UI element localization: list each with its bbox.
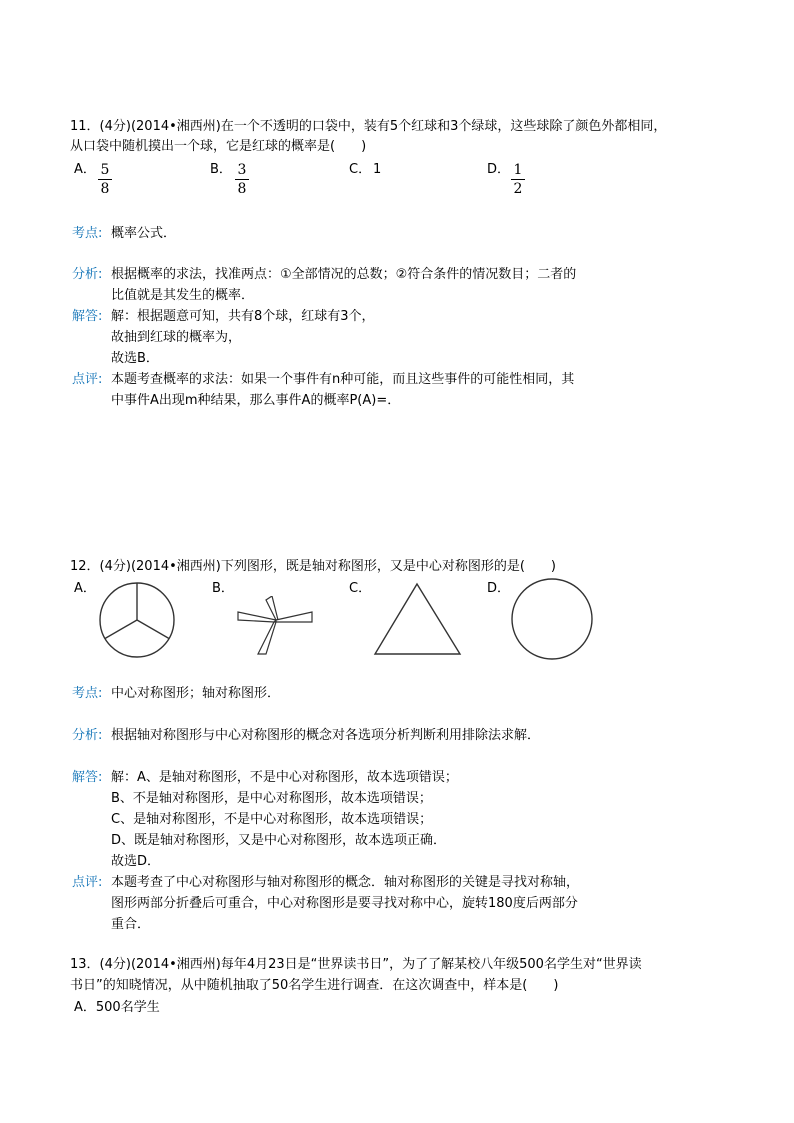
q11-jieda-line2: 故抽到红球的概率为， (111, 330, 242, 345)
q12-option-b-label: B． (212, 581, 234, 596)
q12-figure-a-circle-three-sectors (96, 582, 182, 662)
q11-option-d-numerator: 1 (513, 162, 523, 178)
q11-option-a-label: A． (74, 162, 96, 177)
q11-option-a-denominator: 8 (100, 181, 110, 197)
q12-jieda-line5: 故选D． (111, 854, 161, 869)
q11-option-c-label: C． (349, 162, 372, 177)
q11-fenxi-line2: 比值就是其发生的概率． (111, 288, 255, 303)
q11-stem-line2: 从口袋中随机摸出一个球，它是红球的概率是( ) (70, 139, 367, 154)
q11-option-a-numerator: 5 (100, 162, 110, 178)
q11-option-d-label: D． (487, 162, 511, 177)
q13-stem-line1: 13．(4分)(2014•湘西州)每年4月23日是“世界读书日”，为了了解某校八年级500名学生对“世界读 (70, 957, 642, 972)
q12-option-c-label: C． (349, 581, 372, 596)
q12-kaodian-text: 中心对称图形；轴对称图形． (111, 686, 281, 701)
q11-dianping-line1: 本题考查概率的求法：如果一个事件有n种可能，而且这些事件的可能性相同，其 (111, 372, 575, 387)
q12-option-a-label: A． (74, 581, 96, 596)
q11-option-b-label: B． (210, 162, 232, 177)
q13-stem-line2: 书日”的知晓情况，从中随机抽取了50名学生进行调查．在这次调查中，样本是( ) (70, 978, 559, 993)
q12-jieda-line3: C、是轴对称图形，不是中心对称图形，故本选项错误； (111, 812, 433, 827)
q11-option-d-fraction (511, 162, 525, 197)
q11-stem-line1: 11．(4分)(2014•湘西州)在一个不透明的口袋中，装有5个红球和3个绿球，这些球除了颜色外都相同， (70, 119, 667, 134)
q11-kaodian-text: 概率公式． (111, 226, 177, 241)
q11-option-d-denominator: 2 (513, 181, 523, 197)
q11-kaodian-label: 考点: (72, 226, 103, 241)
q12-jieda-line4: D、既是轴对称图形，又是中心对称图形，故本选项正确． (111, 833, 447, 848)
q12-stem: 12．(4分)(2014•湘西州)下列图形，既是轴对称图形，又是中心对称图形的是( ) (70, 559, 556, 574)
q11-dianping-line2: 中事件A出现m种结果，那么事件A的概率P(A)=． (111, 393, 401, 408)
q11-option-b-numerator: 3 (237, 162, 247, 178)
q12-dianping-line1: 本题考查了中心对称图形与轴对称图形的概念．轴对称图形的关键是寻找对称轴， (111, 875, 580, 890)
q11-jieda-label: 解答: (72, 309, 103, 324)
q11-dianping-label: 点评: (72, 372, 103, 387)
q12-jieda-line1: 解：A、是轴对称图形，不是中心对称图形，故本选项错误； (111, 770, 458, 785)
q12-jieda-line2: B、不是轴对称图形，是中心对称图形，故本选项错误； (111, 791, 432, 806)
q12-jieda-label: 解答: (72, 770, 103, 785)
q13-option-a: A．500名学生 (74, 1000, 160, 1015)
q12-fenxi-text: 根据轴对称图形与中心对称图形的概念对各选项分析判断利用排除法求解． (111, 728, 541, 743)
q12-figure-b-pinwheel (232, 596, 316, 658)
q12-option-d-label: D． (487, 581, 511, 596)
q11-option-b-fraction (235, 162, 249, 197)
q11-option-a-fraction (98, 162, 112, 197)
q12-figure-d-circle (510, 577, 596, 661)
q11-jieda-line1: 解：根据题意可知，共有8个球，红球有3个， (111, 309, 375, 324)
q11-fenxi-line1: 根据概率的求法，找准两点：①全部情况的总数；②符合条件的情况数目；二者的 (111, 267, 577, 282)
q11-option-b-denominator: 8 (237, 181, 247, 197)
q12-figure-c-triangle (372, 582, 464, 658)
q12-fenxi-label: 分析: (72, 728, 103, 743)
q11-option-c-text: 1 (373, 162, 382, 177)
q11-jieda-line3: 故选B． (111, 351, 159, 366)
q12-dianping-line2: 图形两部分折叠后可重合，中心对称图形是要寻找对称中心，旋转180度后两部分 (111, 896, 578, 911)
q12-dianping-label: 点评: (72, 875, 103, 890)
q11-fenxi-label: 分析: (72, 267, 103, 282)
q12-dianping-line3: 重合． (111, 917, 151, 932)
q12-kaodian-label: 考点: (72, 686, 103, 701)
